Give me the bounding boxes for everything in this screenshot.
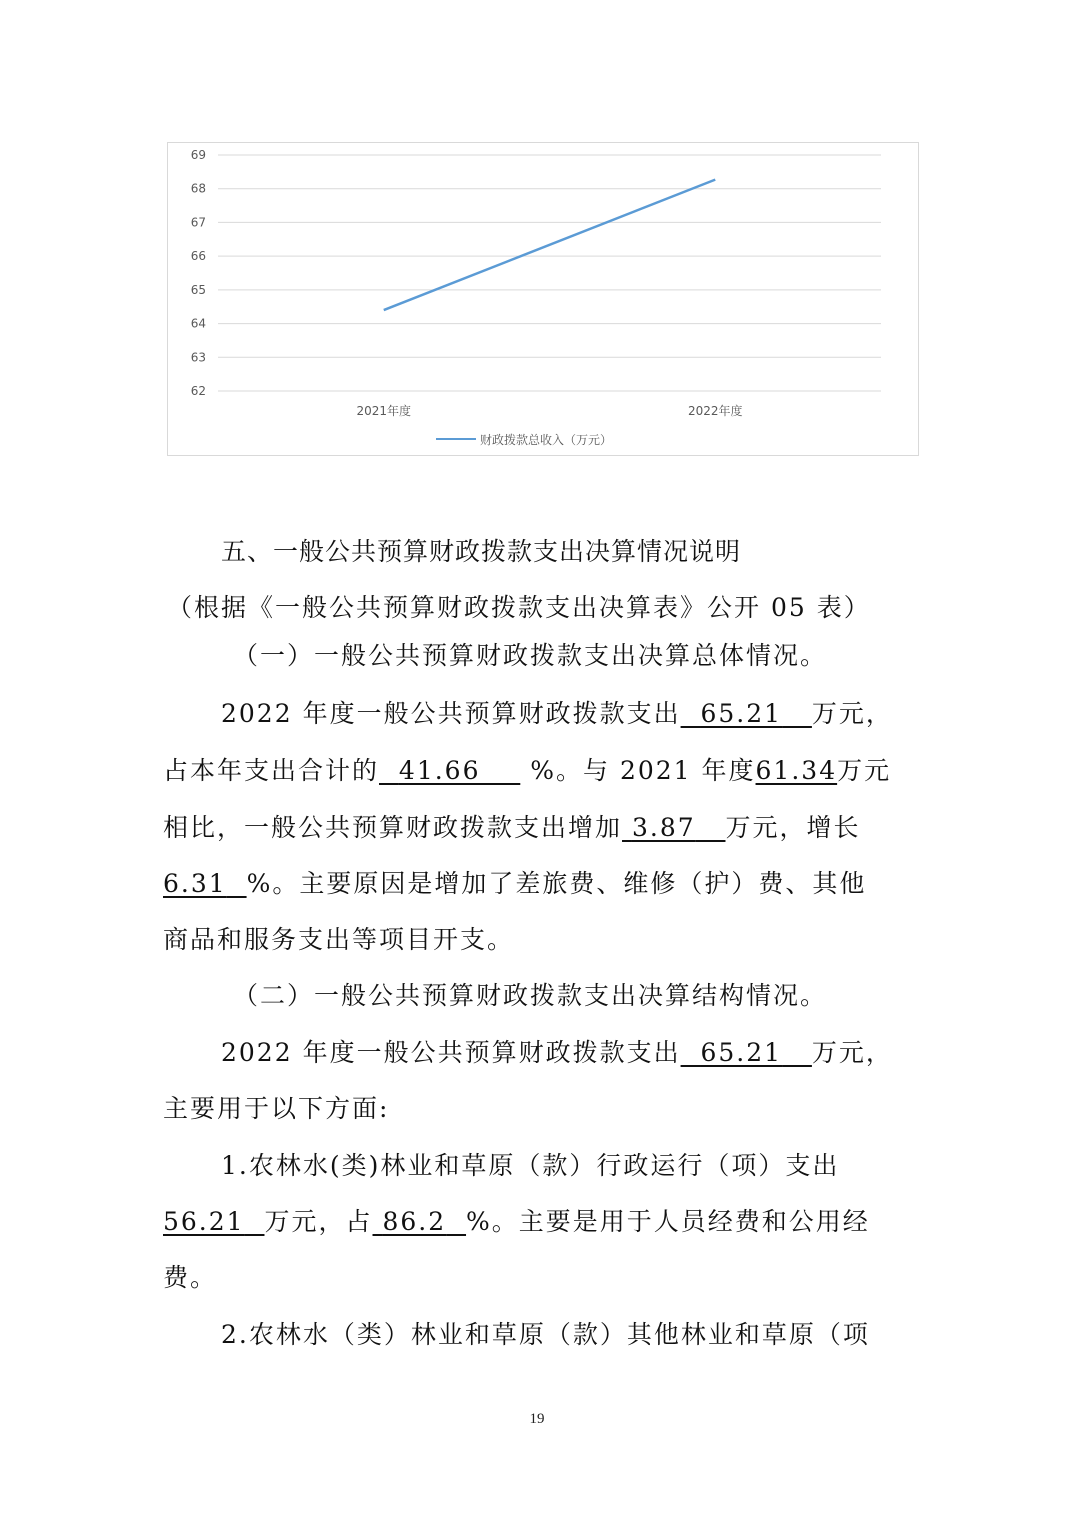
subheading-1: （一）一般公共预算财政拨款支出决算总体情况。 — [233, 641, 828, 670]
text-run: 万元，占 — [264, 1207, 373, 1236]
text-run: 万元，增长 — [725, 813, 861, 842]
text-run: %。与 2021 年度 — [530, 756, 756, 785]
text-run: %。主要是用于人员经费和公用经 — [466, 1207, 870, 1236]
x-tick-label: 2021年度 — [356, 404, 412, 418]
value-increase — [622, 813, 725, 842]
value-text: 65.21 — [700, 1038, 783, 1067]
value-admin-operation — [163, 1207, 264, 1236]
value-text: 6.31 — [163, 869, 227, 898]
legend-line-swatch — [436, 438, 476, 440]
paragraph-line — [221, 1035, 971, 1071]
y-tick-label: 62 — [190, 384, 206, 398]
text-run: 万元， — [811, 699, 893, 728]
y-tick-label: 63 — [190, 350, 206, 365]
value-text: 65.21 — [700, 699, 783, 728]
value-growth-percent — [163, 869, 247, 898]
value-total-expenditure-2 — [681, 1038, 812, 1067]
text-run: 相比，一般公共预算财政拨款支出增加 — [163, 813, 623, 842]
value-share-percent — [379, 756, 520, 785]
text-run: 2022 年度一般公共预算财政拨款支出 — [221, 699, 681, 728]
paragraph-line: 主要用于以下方面: — [163, 1094, 390, 1123]
value-total-expenditure — [681, 699, 812, 728]
y-tick-label: 65 — [190, 282, 206, 297]
text-run: 2022 年度一般公共预算财政拨款支出 — [221, 1038, 681, 1067]
text-run: 万元 — [837, 756, 892, 785]
text-run: 占本年支出合计的 — [163, 756, 380, 785]
chart-canvas — [168, 143, 920, 457]
text-run: 万元， — [811, 1038, 893, 1067]
paragraph-line: 2.农林水（类）林业和草原（款）其他林业和草原（项 — [221, 1320, 870, 1349]
page-number: 19 — [529, 1411, 545, 1427]
paragraph-line — [163, 866, 913, 902]
value-text: 41.66 — [398, 756, 481, 785]
value-text: 3.87 — [631, 813, 696, 842]
x-tick-label: 2022年度 — [687, 404, 743, 418]
legend-label: 财政拨款总收入（万元） — [480, 432, 613, 447]
chart-legend — [436, 429, 612, 449]
y-tick-label: 67 — [190, 215, 206, 230]
y-tick-label: 66 — [190, 249, 206, 264]
paragraph-line: 费。 — [163, 1263, 218, 1292]
text-run: %。主要原因是增加了差旅费、维修（护）费、其他 — [246, 869, 867, 898]
y-tick-label: 68 — [190, 181, 206, 196]
paragraph-line — [163, 810, 913, 846]
subheading-2: （二）一般公共预算财政拨款支出决算结构情况。 — [233, 981, 828, 1010]
value-admin-share — [373, 1207, 467, 1236]
source-note: （根据《一般公共预算财政拨款支出决算表》公开 05 表） — [167, 593, 871, 622]
paragraph-line — [163, 1204, 913, 1240]
paragraph-line — [163, 753, 913, 789]
y-tick-label: 69 — [190, 148, 206, 162]
section-heading: 五、一般公共预算财政拨款支出决算情况说明 — [221, 537, 742, 566]
paragraph-line: 1.农林水(类)林业和草原（款）行政运行（项）支出 — [221, 1151, 840, 1180]
y-tick-label: 64 — [190, 316, 206, 331]
value-2021-expenditure: 61.34 — [755, 756, 838, 785]
value-text: 56.21 — [163, 1207, 245, 1236]
line-chart — [167, 142, 919, 456]
series-line-0 — [384, 180, 716, 310]
paragraph-line: 商品和服务支出等项目开支。 — [163, 925, 515, 954]
value-text: 86.2 — [382, 1207, 447, 1236]
paragraph-line — [221, 696, 971, 732]
